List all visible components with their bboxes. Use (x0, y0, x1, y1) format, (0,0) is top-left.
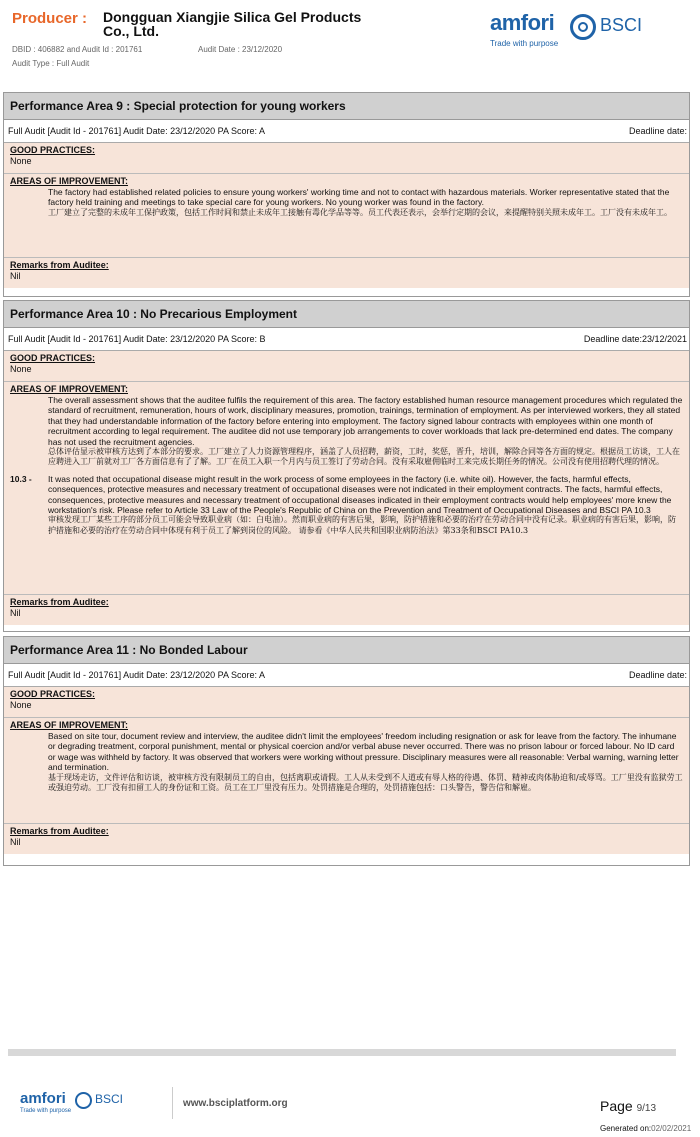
good-practices-text: None (10, 364, 32, 374)
improvement-text-en: Based on site tour, document review and interview, the auditee didn't limit the employees' freedom including resignation or ask for leave from the factory. The inhumane or degrading treatment, corporal punishment, mental or physical coercion and/or verbal abuse never occurred. There was no prison labour or forced labour. No ID card or wage was withheld by factory. It was observed that workers were working without pressure. Disciplinary measures were all reasonable: Verbal warning, warning letter and termination. (48, 731, 679, 773)
remarks-text: Nil (10, 271, 21, 281)
finding-text-zh: 审核发现工厂某些工序的部分员工可能会导致职业病（如：白电油）。然而职业病的有害后果，影响，防护措施和必要的治疗在劳动合同中没有记录。职业病的有害后果，影响，防护措施和必要的治疗在劳动合同中体现有利于员工了解到岗位的风险。 请参看《中华人民共和国职业病防治法》第33条和BSCI PA10.3 (48, 515, 676, 535)
good-practices-section (4, 143, 689, 174)
footer-logo-word: amfori (20, 1090, 66, 1107)
footer-separator (172, 1087, 173, 1119)
generated-date: 02/02/2021 (651, 1124, 692, 1133)
logo-bsci: BSCI (600, 15, 643, 35)
audit-info: Full Audit [Audit Id - 201761] Audit Date: 23/12/2020 PA Score: A (8, 670, 266, 680)
deadline-date: Deadline date:23/12/2021 (583, 334, 687, 344)
finding-10-3 (10, 474, 683, 536)
finding-text-en: It was noted that occupational disease might result in the work process of some employees in the factory (i.e. white oil). However, the facts, harmful effects, consequences, protective measures and necessary treatment of occupational diseases were not indicated in their employment contracts. The facts, harmful effects, consequences, protective measures and necessary treatment of occupational diseases indicated in their employment contracts would help employees' more knew the workstation's risk. Please refer to Article 33 Law of the People's Republic of China on the Prevention and Treatment of Occupational Diseases and BSCI PA 10.3 (48, 473, 672, 516)
remarks-section (4, 258, 689, 288)
page-number: 9/13 (636, 1103, 657, 1114)
amfori-bsci-logo (490, 12, 660, 52)
generated-label: Generated on: (600, 1124, 652, 1133)
remarks-section (4, 595, 689, 625)
performance-area-11 (3, 636, 690, 866)
finding-number: 10.3 - (10, 473, 32, 484)
remarks-text: Nil (10, 608, 21, 618)
good-practices-text: None (10, 700, 32, 710)
remarks-heading: Remarks from Auditee: (10, 826, 109, 836)
improvement-heading: AREAS OF IMPROVEMENT: (10, 720, 129, 730)
good-practices-text: None (10, 156, 32, 166)
footer-amfori-circle-icon (75, 1092, 92, 1109)
dbid-text: DBID : 406882 and Audit Id : 201761 (12, 45, 143, 54)
logo-tagline: Trade with purpose (490, 39, 559, 48)
improvement-section (4, 382, 689, 595)
improvement-text-en: The overall assessment shows that the auditee fulfils the requirement of this area. The factory established human resource management procedures which regulated the standard of recruitment, remuneration, hours of work, disciplinary measures, promotion, trainings, termination of employment. As per interviewed workers, they all stated that they had understandable information of the factory before entering into employment. The factory signed labour contracts with employees within one month of recruitment according to legal requirement. The auditee did not use temporary job arrangements to cover workloads that lack pre-determined end dates. The company has not used the recruitment agencies. (48, 395, 683, 447)
page-indicator (600, 1098, 656, 1114)
deadline-date: Deadline date: (628, 126, 687, 136)
producer-name: Dongguan Xiangjie Silica Gel Products Co., Ltd. (103, 9, 362, 39)
good-practices-heading: GOOD PRACTICES: (10, 689, 96, 699)
producer-label: Producer : (12, 10, 88, 27)
performance-area-9 (3, 92, 690, 297)
good-practices-heading: GOOD PRACTICES: (10, 353, 96, 363)
page-label: Page (600, 1098, 633, 1114)
improvement-text-zh: 总体评估显示被审核方达到了本部分的要求。工厂建立了人力资源管理程序，涵盖了人员招聘，薪资，工时，奖惩，晋升，培训，解除合同等各方面的规定。根据员工访谈，工人在应聘进入工厂前就对工厂各方面信息有了了解。工厂在员工入职一个月内与员工签订了劳动合同。没有采取雇佣临时工来完成长期任务的情况。公司没有使用招聘代理的情况。 (48, 447, 680, 467)
audit-type-text: Audit Type : Full Audit (12, 59, 90, 68)
remarks-text: Nil (10, 837, 21, 847)
improvement-heading: AREAS OF IMPROVEMENT: (10, 384, 129, 394)
improvement-heading: AREAS OF IMPROVEMENT: (10, 176, 129, 186)
good-practices-section (4, 351, 689, 382)
footer-logo-bsci: BSCI (95, 1092, 124, 1106)
footer-logo-tagline: Trade with purpose (20, 1108, 72, 1114)
good-practices-section (4, 687, 689, 718)
improvement-text-en: The factory had established related policies to ensure young workers' working time and not to contact with hazardous materials. Worker representative stated that the factory held training and meetings to take special care for young workers. No young worker was found in the factory. (48, 187, 670, 208)
audit-info: Full Audit [Audit Id - 201761] Audit Date: 23/12/2020 PA Score: B (8, 334, 266, 344)
audit-info: Full Audit [Audit Id - 201761] Audit Date: 23/12/2020 PA Score: A (8, 126, 266, 136)
good-practices-heading: GOOD PRACTICES: (10, 145, 96, 155)
area-title: Performance Area 10 : No Precarious Employment (4, 301, 689, 328)
audit-date-text: Audit Date : 23/12/2020 (198, 45, 283, 54)
remarks-section (4, 824, 689, 854)
footer-amfori-bsci-logo (20, 1090, 150, 1120)
footer-divider-bar (8, 1049, 676, 1056)
improvement-text-zh: 基于现场走访，文件评估和访谈，被审核方没有限制员工的自由，包括离职或请假。工人从未受到不人道或有辱人格的待遇、体罚、精神或肉体胁迫和/或辱骂。工厂里没有监狱劳工或强迫劳动。工厂没有扣留工人的身份证和工资。员工在工厂里没有压力。处罚措施是合理的，处罚措施包括：口头警告，警告信和解雇。 (48, 772, 683, 793)
area-title: Performance Area 11 : No Bonded Labour (4, 637, 689, 664)
area-subheader (4, 328, 689, 351)
remarks-heading: Remarks from Auditee: (10, 260, 109, 270)
area-subheader (4, 120, 689, 143)
improvement-section (4, 718, 689, 824)
area-subheader (4, 664, 689, 687)
report-header (0, 0, 700, 80)
amfori-circle-icon (570, 14, 596, 40)
performance-area-10 (3, 300, 690, 632)
area-title: Performance Area 9 : Special protection for young workers (4, 93, 689, 120)
footer-url-link[interactable]: www.bsciplatform.org (183, 1098, 288, 1109)
improvement-text-zh: 工厂建立了完整的未成年工保护政策，包括工作时间和禁止未成年工接触有毒化学品等等。员工代表还表示，会举行定期的会议，来提醒特别关照未成年工。工厂没有未成年工。 (48, 207, 672, 217)
improvement-section (4, 174, 689, 258)
remarks-heading: Remarks from Auditee: (10, 597, 109, 607)
logo-word: amfori (490, 10, 555, 35)
deadline-date: Deadline date: (628, 670, 687, 680)
generated-on (600, 1124, 691, 1133)
